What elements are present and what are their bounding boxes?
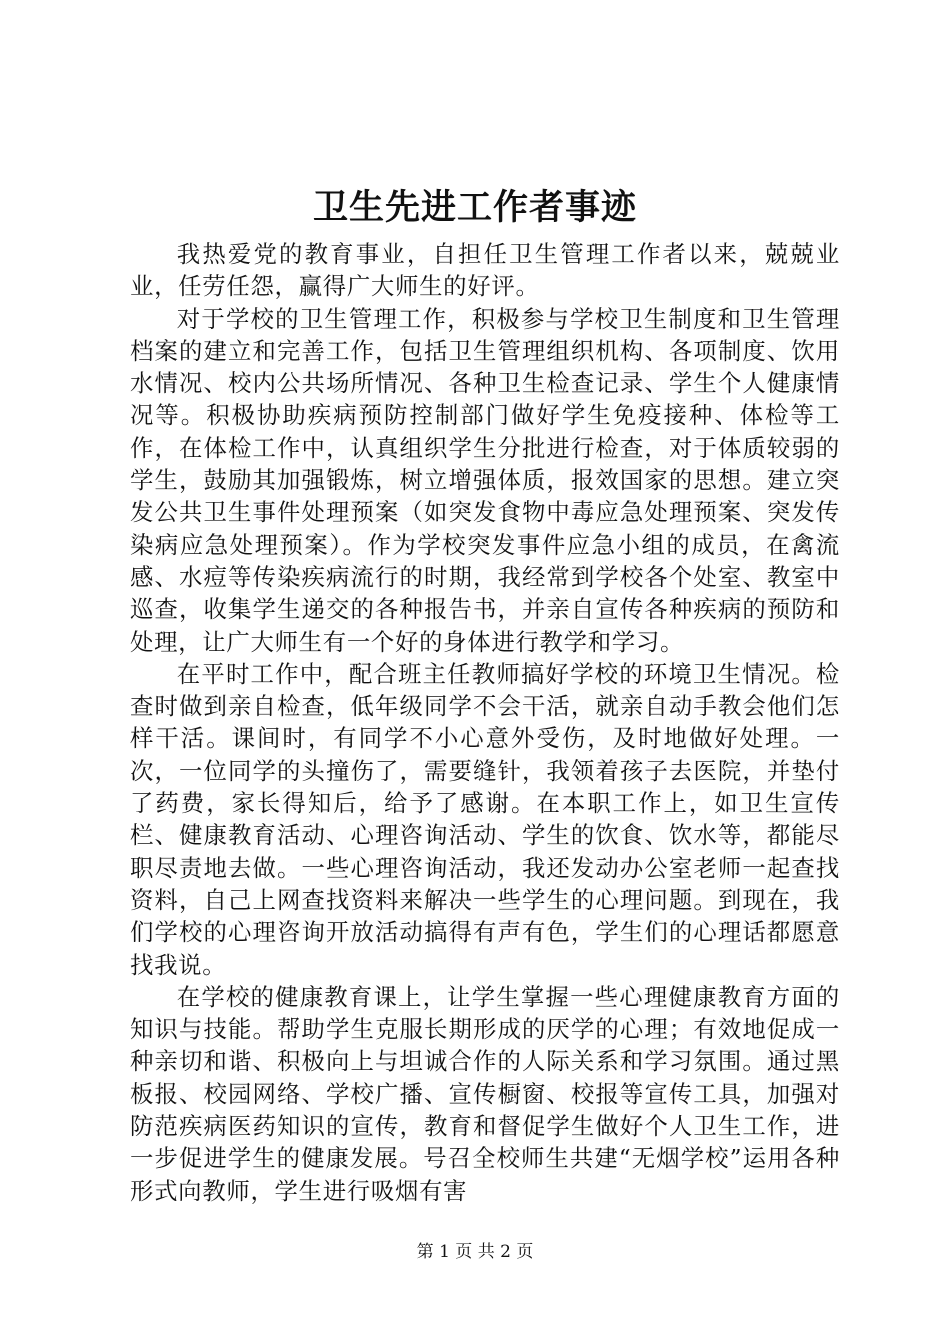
paragraph-4: 在学校的健康教育课上，让学生掌握一些心理健康教育方面的知识与技能。帮助学生克服长期形成的厌学的心理；有效地促成一种亲切和谐、积极向上与坦诚合作的人际关系和学习氛围。通过黑板报、校园网络、学校广播、宣传橱窗、校报等宣传工具，加强对防范疾病医药知识的宣传，教育和督促学生做好个人卫生工作，进一步促进学生的健康发展。号召全校师生共建“无烟学校”运用各种形式向教师，学生进行吸烟有害 [130, 982, 840, 1205]
page-footer: 第 1 页 共 2 页 [416, 1242, 534, 1262]
paragraph-3: 在平时工作中，配合班主任教师搞好学校的环境卫生情况。检查时做到亲自检查，低年级同学不会干活，就亲自动手教会他们怎样干活。课间时，有同学不小心意外受伤，及时地做好处理。一次，一位同学的头撞伤了，需要缝针，我领着孩子去医院，并垫付了药费，家长得知后，给予了感谢。在本职工作上，如卫生宣传栏、健康教育活动、心理咨询活动、学生的饮食、饮水等，都能尽职尽责地去做。一些心理咨询活动，我还发动办公室老师一起查找资料，自己上网查找资料来解决一些学生的心理问题。到现在，我们学校的心理咨询开放活动搞得有声有色，学生们的心理话都愿意找我说。 [130, 659, 840, 979]
document-title: 卫生先进工作者事迹 [312, 187, 637, 228]
document-body [130, 238, 840, 1207]
paragraph-1: 我热爱党的教育事业，自担任卫生管理工作者以来，兢兢业业，任劳任怨，赢得广大师生的好评。 [130, 240, 840, 301]
paragraph-2: 对于学校的卫生管理工作，积极参与学校卫生制度和卫生管理档案的建立和完善工作，包括卫生管理组织机构、各项制度、饮用水情况、校内公共场所情况、各种卫生检查记录、学生个人健康情况等。积极协助疾病预防控制部门做好学生免疫接种、体检等工作，在体检工作中，认真组织学生分批进行检查，对于体质较弱的学生，鼓励其加强锻炼，树立增强体质，报效国家的思想。建立突发公共卫生事件处理预案（如突发食物中毒应急处理预案、突发传染病应急处理预案）。作为学校突发事件应急小组的成员，在禽流感、水痘等传染疾病流行的时期，我经常到学校各个处室、教室中巡查，收集学生递交的各种报告书，并亲自宣传各种疾病的预防和处理，让广大师生有一个好的身体进行教学和学习。 [130, 304, 840, 656]
